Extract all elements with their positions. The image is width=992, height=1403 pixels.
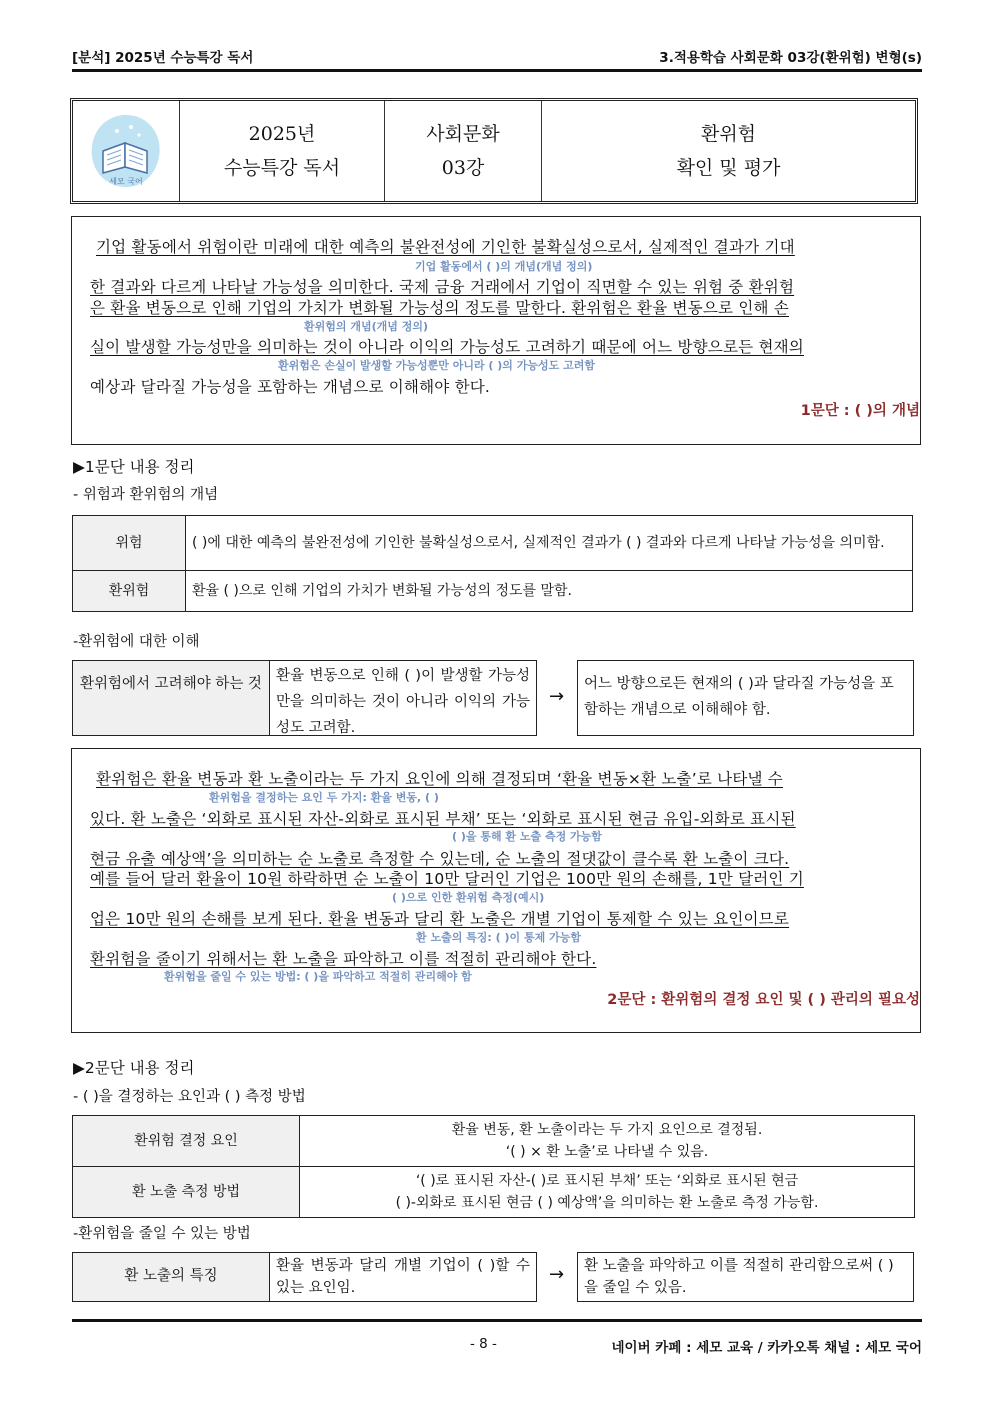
passage-2-note: ( )을 통해 환 노출 측정 가능함	[452, 830, 602, 843]
title-col-1	[180, 101, 385, 201]
section-2-subtitle-2: -환위험을 줄일 수 있는 방법	[73, 1226, 251, 1242]
passage-1-box	[71, 216, 921, 445]
passage-2-note: 환 노출의 특징: ( )이 통제 가능함	[416, 931, 581, 944]
passage-1-line: 한 결과와 다르게 나타날 가능성을 의미한다. 국제 금융 거래에서 기업이 직면할 수 있는 위험 중 환위험	[90, 278, 795, 296]
title-lesson: 03강	[441, 157, 485, 179]
flow-right-2: 환 노출을 파악하고 이를 적절히 관리함으로써 ( )을 줄일 수 있음.	[577, 1252, 914, 1302]
passage-2-note: 환위험을 결정하는 요인 두 가지: 환율 변동, ( )	[209, 791, 439, 804]
passage-1-line: 은 환율 변동으로 인해 기업의 가치가 변화될 가능성의 정도를 말한다. 환위험은 환율 변동으로 인해 손	[90, 299, 790, 317]
passage-2-line: 업은 10만 원의 손해를 보게 된다. 환율 변동과 달리 환 노출은 개별 기업이 통제할 수 있는 요인이므로	[90, 910, 790, 928]
header-left: [분석] 2025년 수능특강 독서	[72, 50, 254, 66]
section-1-title: ▶1문단 내용 정리	[73, 458, 195, 476]
flow-mid-1: 환율 변동으로 인해 ( )이 발생할 가능성만을 의미하는 것이 아니라 이익의 가능성도 고려함.	[269, 660, 537, 736]
title-book: 수능특강 독서	[223, 157, 341, 179]
title-col-3	[542, 101, 916, 201]
page-number: - 8 -	[470, 1336, 497, 1352]
section-1-subtitle-2: -환위험에 대한 이해	[73, 634, 200, 650]
passage-2-note: ( )으로 인한 환위험 측정(예시)	[392, 891, 545, 904]
factor-table	[72, 1115, 915, 1218]
passage-2-line: 있다. 환 노출은 ‘외화로 표시된 자산-외화로 표시된 부채’ 또는 ‘외화로 표시된 현금 유입-외화로 표시된	[90, 810, 796, 828]
flow-label-2: 환 노출의 특징	[72, 1252, 270, 1302]
table-cell: ( )에 대한 예측의 불완전성에 기인한 불확실성으로서, 실제적인 결과가 ( ) 결과와 다르게 나타날 가능성을 의미함.	[186, 516, 913, 571]
passage-2-summary: 2문단 : 환위험의 결정 요인 및 ( ) 관리의 필요성	[607, 992, 920, 1008]
table-cell: ‘( )로 표시된 자산-( )로 표시된 부채’ 또는 ‘외화로 표시된 현금 ( )-외화로 표시된 현금 ( ) 예상액’을 의미하는 환 노출로 측정 가능함.	[300, 1167, 915, 1218]
section-2-title: ▶2문단 내용 정리	[73, 1059, 195, 1077]
flow-label-1: 환위험에서 고려해야 하는 것	[72, 660, 270, 736]
title-col-2	[385, 101, 542, 201]
passage-1-line: 기업 활동에서 위험이란 미래에 대한 예측의 불완전성에 기인한 불확실성으로서, 실제적인 결과가 기대	[96, 238, 795, 256]
title-purpose: 확인 및 평가	[676, 157, 781, 179]
table-label: 위험	[73, 516, 186, 571]
flow-mid-2: 환율 변동과 달리 개별 기업이 ( )할 수 있는 요인임.	[269, 1252, 537, 1302]
concept-table	[72, 515, 913, 612]
section-1-subtitle: - 위험과 환위험의 개념	[73, 487, 219, 503]
passage-1-summary: 1문단 : ( )의 개념	[800, 403, 920, 419]
passage-1-note: 환위험의 개념(개념 정의)	[304, 320, 428, 333]
title-box	[70, 98, 918, 204]
footer-rule	[72, 1319, 922, 1322]
header-right: 3.적용학습 사회문화 03강(환위험) 변형(s)	[659, 50, 922, 66]
logo-cell	[73, 101, 180, 201]
arrow-right-icon: →	[549, 1264, 565, 1285]
passage-2-note: 환위험을 줄일 수 있는 방법: ( )을 파악하고 적절히 관리해야 함	[164, 970, 472, 983]
table-row	[73, 1116, 915, 1167]
arrow-right-icon: →	[549, 686, 565, 707]
passage-1-note: 기업 활동에서 ( )의 개념(개념 정의)	[415, 260, 593, 273]
passage-2-line: 환위험을 줄이기 위해서는 환 노출을 파악하고 이를 적절히 관리해야 한다.	[90, 950, 597, 968]
header-rule	[72, 69, 922, 72]
passage-1-note: 환위험은 손실이 발생할 가능성뿐만 아니라 ( )의 가능성도 고려함	[278, 359, 595, 372]
section-2-subtitle: - ( )을 결정하는 요인과 ( ) 측정 방법	[73, 1089, 306, 1105]
table-row	[73, 516, 913, 571]
flow-right-1: 어느 방향으로든 현재의 ( )과 달라질 가능성을 포함하는 개념으로 이해해야 함.	[577, 660, 914, 736]
table-cell: 환율 ( )으로 인해 기업의 가치가 변화될 가능성의 정도를 말함.	[186, 571, 913, 612]
passage-2-line: 예를 들어 달러 환율이 10원 하락하면 순 노출이 10만 달러인 기업은 100만 원의 손해를, 1만 달러인 기	[90, 870, 804, 888]
passage-2-line: 현금 유출 예상액’을 의미하는 순 노출로 측정할 수 있는데, 순 노출의 절댓값이 클수록 환 노출이 크다.	[90, 850, 790, 868]
table-label: 환위험 결정 요인	[73, 1116, 300, 1167]
table-row	[73, 571, 913, 612]
table-cell: 환율 변동, 환 노출이라는 두 가지 요인으로 결정됨. ‘( ) × 환 노출’로 나타낼 수 있음.	[300, 1116, 915, 1167]
passage-2-box	[71, 748, 921, 1033]
title-topic: 환위험	[700, 123, 757, 145]
passage-1-line: 실이 발생할 가능성만을 의미하는 것이 아니라 이익의 가능성도 고려하기 때문에 어느 방향으로든 현재의	[90, 338, 804, 356]
title-year: 2025년	[248, 123, 316, 145]
logo-text: 세모 국어	[109, 177, 143, 186]
passage-2-line: 환위험은 환율 변동과 환 노출이라는 두 가지 요인에 의해 결정되며 ‘환율 변동×환 노출’로 나타낼 수	[96, 770, 783, 788]
table-label: 환위험	[73, 571, 186, 612]
table-label: 환 노출 측정 방법	[73, 1167, 300, 1218]
title-subject: 사회문화	[426, 123, 500, 145]
table-row	[73, 1167, 915, 1218]
footer-channel: 네이버 카페 : 세모 교육 / 카카오톡 채널 : 세모 국어	[611, 1340, 922, 1356]
passage-1-line: 예상과 달라질 가능성을 포함하는 개념으로 이해해야 한다.	[90, 378, 491, 396]
